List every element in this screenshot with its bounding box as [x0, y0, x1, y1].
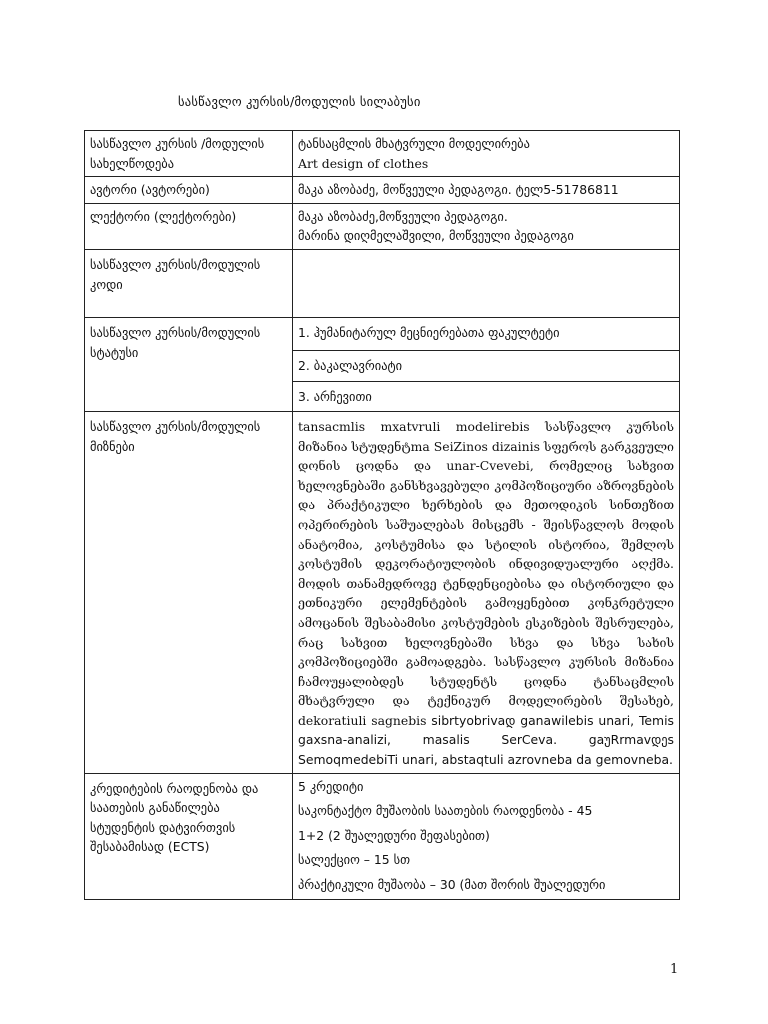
status-item-3: 3. არჩევითი [293, 381, 680, 411]
course-status-label: სასწავლო კურსის/მოდულის სტატუსი [85, 317, 293, 411]
lecturer-label: ლექტორი (ლექტორები) [85, 203, 293, 249]
page-number: 1 [670, 962, 679, 977]
credits-line-4: სალექციო – 15 სთ [298, 852, 411, 868]
credits-line-5: პრაქტიკული მუშაობა – 30 (მათ შორის შუალედური [298, 877, 606, 893]
document-title: სასწავლო კურსის/მოდულის სილაბუსი [178, 94, 421, 109]
table-row-course-code [85, 249, 680, 317]
table-row-credits [85, 773, 680, 899]
status-item-1: 1. ჰუმანიტარულ მეცნიერებათა ფაკულტეტი [293, 317, 680, 350]
syllabus-table [84, 130, 680, 900]
credits-line-1: 5 კრედიტი [298, 778, 364, 794]
credits-value [293, 773, 680, 899]
credits-label: კრედიტების რაოდენობა და საათების განაწილება სტუდენტის დატვირთვის შესაბამისად (ECTS) [85, 773, 293, 899]
credits-line-3: 1+2 (2 შუალედური შეფასებით) [298, 827, 490, 843]
course-code-label: სასწავლო კურსის/მოდულის კოდი [85, 249, 293, 317]
table-row-course-name [85, 131, 680, 177]
course-name-value [293, 131, 680, 177]
table-row-goals [85, 411, 680, 773]
lecturer-value [293, 203, 680, 249]
course-name-english: Art design of clothes [298, 155, 429, 171]
course-name-georgian: ტანსაცმლის მხატვრული მოდელირება [298, 136, 530, 151]
lecturer-line-1: მაკა აზობაძე,მოწვეული პედაგოგი. [298, 208, 508, 224]
table-row-author [85, 177, 680, 204]
lecturer-line-2: მარინა დიღმელაშვილი, მოწვეული პედაგოგი [298, 228, 574, 244]
table-row-status-1 [85, 317, 680, 350]
status-item-2: 2. ბაკალავრიატი [293, 350, 680, 381]
credits-line-2: საკონტაქტო მუშაობის საათების რაოდენობა - 45 [298, 803, 593, 819]
course-goals-label: სასწავლო კურსის/მოდულის მიზნები [85, 411, 293, 773]
course-goals-value [293, 411, 680, 773]
author-value: მაკა აზობაძე, მოწვეული პედაგოგი. ტელ5-51786811 [293, 177, 680, 204]
course-name-label: სასწავლო კურსის /მოდულის სახელწოდება [85, 131, 293, 177]
author-label: ავტორი (ავტორები) [85, 177, 293, 204]
course-goals-text: tansacmlis mxatvruli modelirebis სასწავლო კურსის მიზანია სტუდენტma SeiZinos dizainis სფეროს გარკვეული დონის ცოდნა და unar-Cvevebi, რომელიც სახვით ხელოვნებაში განსხვავებული კომპოზიციური აზროვნების და პრაქტიკული ხერხების და მეთოდიკის სინთეზით ოპერირების საშუალებას მისცემს - შეისწავლოს მოდის ანატომია, კოსტუმისა და სტილის ისტორია, შემლოს კოსტუმის დეკორატიულობის ინდივიდუალური აღქმა. მოდის თანამედროვე ტენდენციებისა და ისტორიული და ეთნიკური ელემენტების გამოყენებით კონკრეტული ამოცანის შესაბამისი კოსტუმების ესკიზების შესრულება, რაც სახვით ხელოვნებაში სხვა და სხვა სახის კომპოზიციებში გამოადგება. სასწავლო კურსის მიზანია ჩამოუყალიბდეს სტუდენტს ცოდნა ტანსაცმლის მხატვრული და ტექნიკურ მოდელირების შესახებ, dekoratiuli sagnebis [298, 418, 674, 728]
course-goals-text-tail: sibrtyobrivaდ ganawilebis unari, Temis gaxsna-analizi, masalis SerCeva. gaუRrmavდეs SemoqmedebiTi unari, abstaqtuli azrovneba da gemovneba. [298, 712, 674, 768]
course-code-value [293, 249, 680, 317]
table-row-lecturer [85, 203, 680, 249]
